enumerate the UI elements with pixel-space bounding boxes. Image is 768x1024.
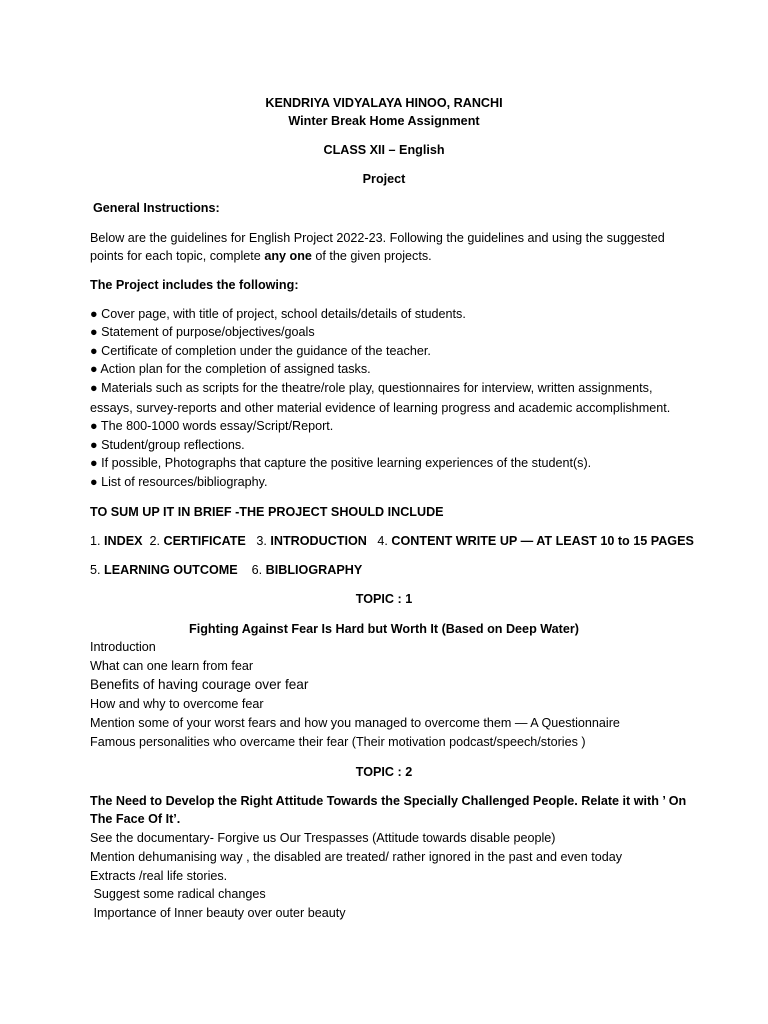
topic1-point: Mention some of your worst fears and how you managed to overcome them — A Questionnaire (90, 716, 620, 730)
summary-item-index: INDEX (104, 534, 143, 548)
includes-item: ● Certificate of completion under the guidance of the teacher. (90, 344, 431, 358)
school-name: KENDRIYA VIDYALAYA HINOO, RANCHI (265, 96, 503, 110)
includes-item: ● Action plan for the completion of assigned tasks. (90, 362, 371, 376)
general-para-line2-b: of the given projects. (311, 249, 432, 263)
general-para-line1: Below are the guidelines for English Project 2022-23. Following the guidelines and using the suggested (90, 231, 665, 245)
summary-item-bibliography: BIBLIOGRAPHY (265, 563, 363, 577)
summary-number: 5. (90, 563, 105, 577)
project-title: Project (362, 172, 406, 186)
summary-number: 3. (245, 534, 271, 548)
summary-number: 2. (142, 534, 164, 548)
class-title: CLASS XII – English (323, 143, 445, 157)
topic1-title: Fighting Against Fear Is Hard but Worth It (Based on Deep Water) (189, 622, 579, 636)
summary-line1 (90, 534, 694, 548)
includes-item: ● The 800-1000 words essay/Script/Report. (90, 419, 334, 433)
summary-item-certificate: CERTIFICATE (163, 534, 246, 548)
topic2-title-line2: The Face Of It’. (90, 812, 181, 826)
includes-heading: The Project includes the following: (90, 278, 299, 292)
includes-item: ● Materials such as scripts for the theatre/role play, questionnaires for interview, written assignments, (90, 381, 653, 395)
topic2-point: Importance of Inner beauty over outer beauty (90, 906, 346, 920)
includes-item: essays, survey-reports and other material evidence of learning progress and academic accomplishment. (90, 401, 671, 415)
summary-heading: TO SUM UP IT IN BRIEF -THE PROJECT SHOULD INCLUDE (90, 505, 444, 519)
summary-item-introduction: INTRODUCTION (270, 534, 367, 548)
includes-item: ● List of resources/bibliography. (90, 475, 268, 489)
topic2-point: Extracts /real life stories. (90, 869, 228, 883)
topic1-point: Famous personalities who overcame their fear (Their motivation podcast/speech/stories ) (90, 735, 586, 749)
topic1-label: TOPIC : 1 (355, 592, 413, 606)
topic1-point: What can one learn from fear (90, 659, 254, 673)
general-instructions-heading: General Instructions: (93, 201, 220, 215)
general-para-line2 (90, 249, 432, 263)
summary-number: 4. (366, 534, 392, 548)
topic2-point: See the documentary- Forgive us Our Trespasses (Attitude towards disable people) (90, 831, 556, 845)
topic2-label: TOPIC : 2 (355, 765, 413, 779)
summary-number: 1. (90, 534, 105, 548)
topic2-point: Mention dehumanising way , the disabled are treated/ rather ignored in the past and even today (90, 850, 623, 864)
includes-item: ● If possible, Photographs that capture the positive learning experiences of the student(s). (90, 456, 592, 470)
topic1-point: Benefits of having courage over fear (90, 677, 309, 692)
includes-item: ● Student/group reflections. (90, 438, 245, 452)
summary-item-learning-outcome: LEARNING OUTCOME (104, 563, 238, 577)
includes-item: ● Cover page, with title of project, school details/details of students. (90, 307, 466, 321)
summary-item-content: CONTENT WRITE UP — AT LEAST 10 to 15 PAGES (391, 534, 694, 548)
topic2-title-line1: The Need to Develop the Right Attitude Towards the Specially Challenged People. Relate it with ’ On (90, 794, 687, 808)
summary-line2 (90, 563, 362, 577)
topic1-point: How and why to overcome fear (90, 697, 264, 711)
general-para-line2-a: points for each topic, complete (90, 249, 265, 263)
includes-item: ● Statement of purpose/objectives/goals (90, 325, 315, 339)
general-para-emphasis: any one (264, 249, 312, 263)
summary-number: 6. (237, 563, 266, 577)
topic1-point: Introduction (90, 640, 156, 654)
topic2-point: Suggest some radical changes (90, 887, 266, 901)
assignment-title: Winter Break Home Assignment (288, 114, 480, 128)
